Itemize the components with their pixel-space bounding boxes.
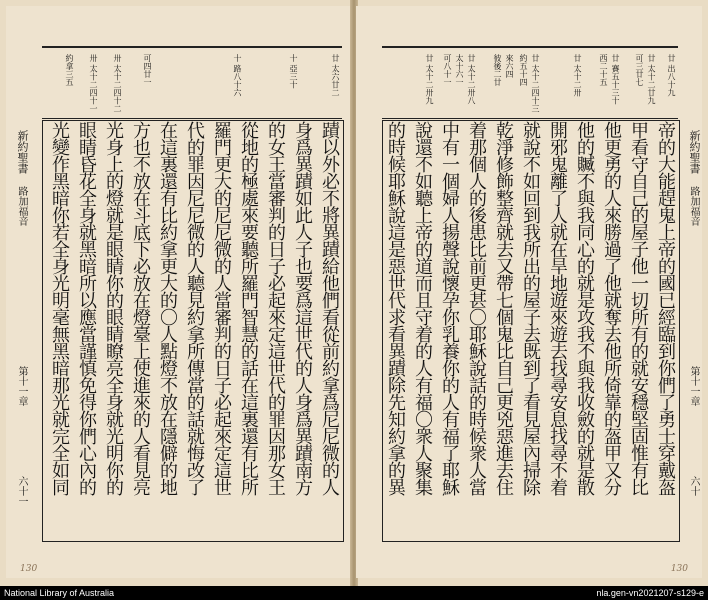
reference-note: 十 路八十六 — [233, 54, 242, 97]
left-reference-notes — [42, 46, 342, 119]
reference-note: 來六四 — [505, 54, 514, 78]
right-page — [356, 6, 702, 578]
reference-note: 廿 賽五十三十 — [611, 54, 620, 105]
reference-note: 彼後二廿 — [493, 54, 502, 86]
text-column: 代的罪因尼尼微的人聽見約拿所傳當的話就悔改了 — [184, 121, 205, 495]
text-column: 從地的極處來要聽所羅門智慧的話在這裏還有比所 — [238, 121, 259, 495]
reference-note: 十 亞三十 — [289, 54, 298, 89]
reference-note: 廿 太十二廿九 — [647, 54, 656, 105]
left-page — [6, 6, 352, 578]
reference-note: 可三廿七 — [635, 54, 644, 86]
text-column: 乾淨修飾整齊就去又帶七個鬼比自己更兇惡進去住 — [493, 121, 514, 495]
reference-note: 廿 太十二卅 — [573, 54, 582, 97]
text-column: 開邪鬼離了人就在旱地遊來遊去找尋安息找尋不着 — [547, 121, 568, 495]
reference-note: 廿 太十二四十三 — [531, 54, 540, 113]
reference-note: 廿 太十二卅九 — [425, 54, 434, 105]
text-column: 蹟以外必不將異蹟給他們看從前約拿爲尼尼微的人 — [319, 121, 340, 495]
text-column: 帝的大能趕鬼上帝的國已經臨到你們了勇士穿戴盔 — [655, 121, 676, 495]
reference-note: 太十六一 — [455, 54, 464, 86]
right-text-block — [382, 120, 680, 542]
left-text-block — [42, 120, 344, 542]
reference-note: 西二十五 — [599, 54, 608, 86]
folio-mark: 130 — [20, 564, 38, 574]
text-column: 羅門更大的尼尼微的人當審判的日子必起來定這世 — [211, 121, 232, 495]
text-column: 光身上的燈就是眼睛你的眼睛瞭亮全身就光明你的 — [103, 121, 124, 495]
text-column: 他更勇的人來勝過了他就奪去他所倚靠的盔甲又分 — [601, 121, 622, 495]
text-column: 他的贓不與我同心的就是攻我不與我收斂的就是散 — [574, 121, 595, 495]
reference-note: 約五十四 — [519, 54, 528, 86]
text-column: 身爲異蹟如此人子也要爲這世代的人身爲異蹟南方 — [292, 121, 313, 495]
text-column: 的時候耶穌說這是惡世代求看異蹟除先知約拿的異 — [385, 121, 406, 495]
margin-page-number: 六十一 — [16, 476, 27, 506]
margin-title: 新約聖書 — [688, 130, 701, 174]
margin-title: 新約聖書 — [16, 130, 29, 174]
margin-chapter: 第十一章 — [688, 366, 699, 406]
text-column: 光變作黑暗你若全身光明毫無黑暗那光就完全如同 — [49, 121, 70, 495]
text-column: 眼睛昏花全身就黑暗所以應當謹慎免得你們心內的 — [76, 121, 97, 495]
library-credit: National Library of Australia — [4, 588, 115, 598]
reference-note: 廿 太十二卅八 — [467, 54, 476, 105]
reference-note: 約拿三五 — [65, 54, 74, 86]
right-reference-notes — [382, 46, 678, 119]
margin-book: 路加福音 — [16, 186, 27, 226]
library-footer — [0, 586, 708, 600]
text-column: 甲看守自己的屋子他一切所有的就安穩堅固惟有比 — [628, 121, 649, 495]
text-column: 說還不如聽上帝的道而且守着的人有福〇衆人聚集 — [412, 121, 433, 495]
reference-note: 卅 太十二四十二 — [113, 54, 122, 113]
folio-mark: 130 — [670, 564, 688, 574]
text-column: 方也不放在斗底下必放在燈臺上使進來的人看見亮 — [130, 121, 151, 495]
margin-page-number: 六十 — [688, 476, 699, 496]
text-column: 中有一個婦人揚聲說懷孕你乳養你的人有福了耶穌 — [439, 121, 460, 495]
text-column: 在這裏還有比約拿更大的〇人點燈不放在隱僻的地 — [157, 121, 178, 495]
reference-note: 廿 太六廿二 — [331, 54, 340, 97]
item-identifier: nla.gen-vn2021207-s129-e — [596, 588, 704, 598]
margin-chapter: 第十一章 — [16, 366, 27, 406]
reference-note: 卅 太十二四十一 — [89, 54, 98, 113]
text-column: 着那個人的後患比前更甚〇耶穌說話的時候衆人當 — [466, 121, 487, 495]
margin-book: 路加福音 — [688, 186, 699, 226]
reference-note: 可八十一 — [443, 54, 452, 86]
reference-note: 廿 出八十九 — [667, 54, 676, 97]
reference-note: 可四廿一 — [143, 54, 152, 86]
text-column: 就說不如回到我所出的屋子去既到了看見屋內掃除 — [520, 121, 541, 495]
text-column: 的女王當審判的日子必起來定這世代的罪因那女王 — [265, 121, 286, 495]
